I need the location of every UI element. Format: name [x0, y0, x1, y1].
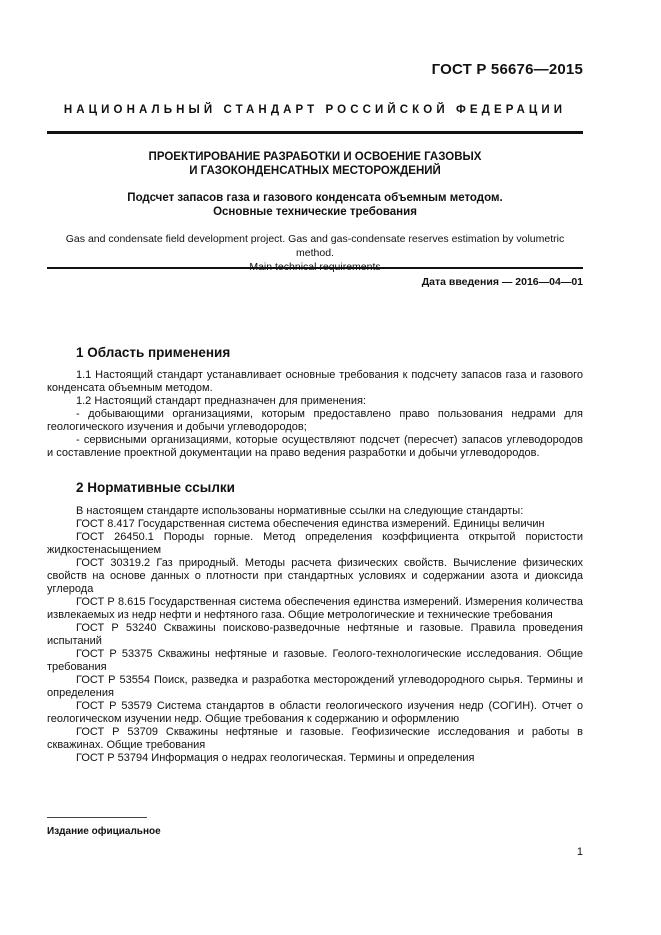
- standard-number: ГОСТ Р 56676—2015: [431, 61, 583, 78]
- section-1-paragraph: 1.2 Настоящий стандарт предназначен для применения:: [76, 395, 366, 407]
- reference-item: ГОСТ Р 53375 Скважины нефтяные и газовые. Геолого-технологические исследования. Общие требования: [47, 648, 583, 673]
- header-divider: [47, 131, 583, 134]
- document-subtitle: [47, 191, 583, 219]
- reference-item: ГОСТ Р 53240 Скважины поисково-разведочные нефтяные и газовые. Правила проведения испытаний: [47, 622, 583, 647]
- document-title: [47, 150, 583, 178]
- section-2-heading: 2 Нормативные ссылки: [76, 480, 235, 495]
- reference-item: ГОСТ 8.417 Государственная система обеспечения единства измерений. Единицы величин: [76, 518, 545, 530]
- title-line-2: И ГАЗОКОНДЕНСАТНЫХ МЕСТОРОЖДЕНИЙ: [189, 165, 441, 177]
- introduction-date: Дата введения — 2016—04—01: [421, 276, 583, 288]
- section-1-body: [47, 369, 583, 460]
- section-2-body: [47, 505, 583, 765]
- reference-item: ГОСТ Р 53794 Информация о недрах геологическая. Термины и определения: [76, 752, 475, 764]
- reference-item: ГОСТ Р 8.615 Государственная система обеспечения единства измерений. Измерения количества извлекаемых из недр нефти и нефтяного газа. Общие метрологические и технические требования: [47, 596, 583, 621]
- subtitle-line-2: Основные технические требования: [213, 206, 417, 218]
- english-title-line-2: Main technical requirements: [249, 261, 381, 273]
- section-1-list-item: - сервисными организациями, которые осуществляют подсчет (пересчет) запасов углеводородов и составление проектной документации на право ведения разработки и добычи углеводородов.: [47, 434, 583, 459]
- section-1-list-item: - добывающими организациями, которым предоставлено право пользования недрами для геологического изучения и добычи углеводородов;: [47, 408, 583, 433]
- section-2-paragraph: В настоящем стандарте использованы нормативные ссылки на следующие стандарты:: [76, 505, 524, 517]
- page-number: 1: [576, 846, 583, 858]
- title-divider: [47, 267, 583, 269]
- title-line-1: ПРОЕКТИРОВАНИЕ РАЗРАБОТКИ И ОСВОЕНИЕ ГАЗОВЫХ: [148, 151, 482, 163]
- section-1-heading: 1 Область применения: [76, 345, 231, 360]
- reference-item: ГОСТ Р 53709 Скважины нефтяные и газовые. Геофизические исследования и работы в скважинах. Общие требования: [47, 726, 583, 751]
- english-title-line-1: Gas and condensate field development project. Gas and gas-condensate reserves estimation by volumetric method.: [65, 233, 565, 259]
- reference-item: ГОСТ 26450.1 Породы горные. Метод определения коэффициента открытой пористости жидкостенасыщением: [47, 531, 583, 556]
- reference-item: ГОСТ Р 53554 Поиск, разведка и разработка месторождений углеводородного сырья. Термины и определения: [47, 674, 583, 699]
- reference-item: ГОСТ 30319.2 Газ природный. Методы расчета физических свойств. Вычисление физических свойств на основе данных о плотности при стандартных условиях и содержании азота и диоксида углерода: [47, 557, 583, 595]
- official-edition-label: Издание официальное: [47, 826, 161, 837]
- footer-divider: [47, 817, 147, 818]
- national-standard-caption: НАЦИОНАЛЬНЫЙ СТАНДАРТ РОССИЙСКОЙ ФЕДЕРАЦИИ: [63, 104, 567, 116]
- section-1-paragraph: 1.1 Настоящий стандарт устанавливает основные требования к подсчету запасов газа и газового конденсата объемным методом.: [47, 369, 583, 394]
- reference-item: ГОСТ Р 53579 Система стандартов в области геологического изучения недр (СОГИН). Отчет о геологическом изучении недр. Общие требования к содержанию и оформлению: [47, 700, 583, 725]
- subtitle-line-1: Подсчет запасов газа и газового конденсата объемным методом.: [127, 192, 503, 204]
